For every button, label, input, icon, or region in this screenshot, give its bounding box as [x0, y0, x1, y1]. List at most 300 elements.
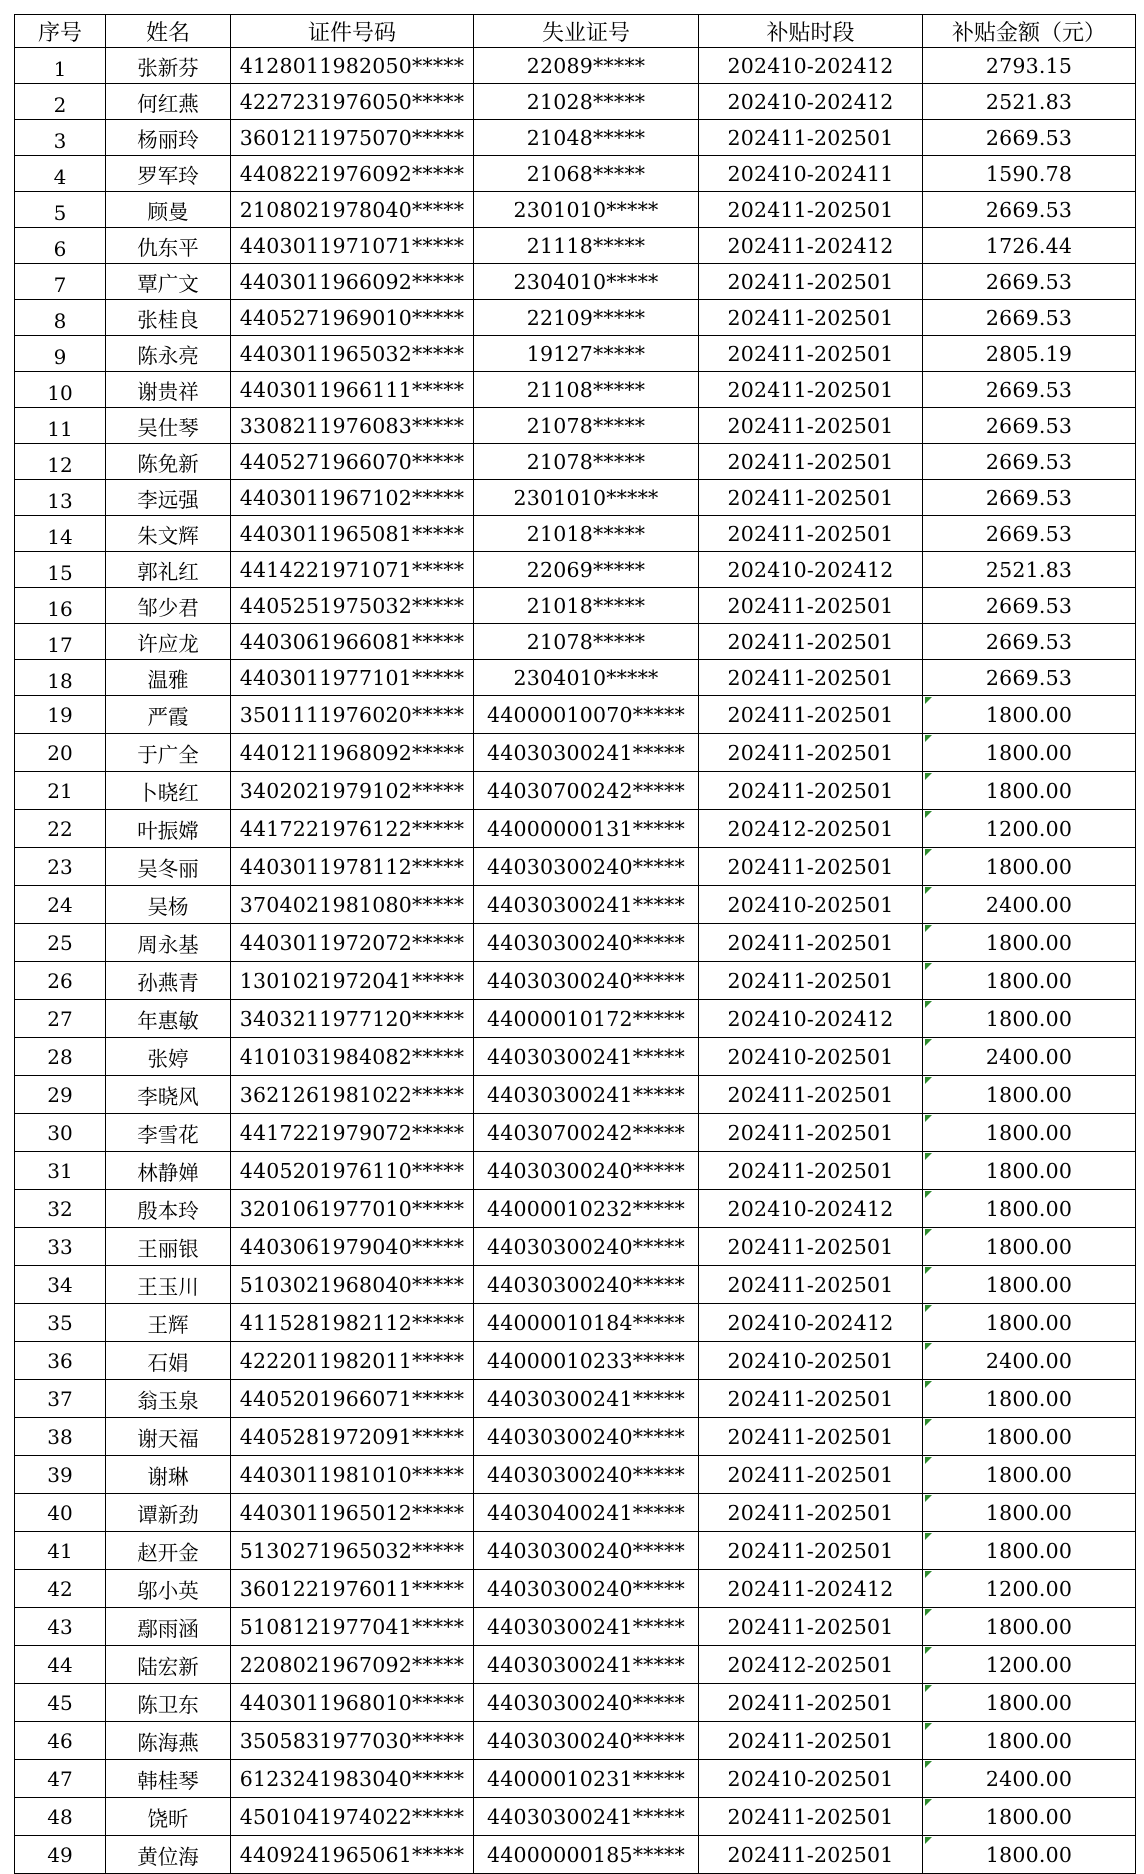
table-body [15, 48, 1136, 1874]
cell-period: 202411-202501 [699, 480, 923, 516]
cell-name: 林静婵 [106, 1152, 231, 1190]
cell-name: 殷本玲 [106, 1190, 231, 1228]
cell-name: 谭新劲 [106, 1494, 231, 1532]
table-row [15, 772, 1136, 810]
cell-amount: 1800.00 [923, 1076, 1136, 1114]
cell-unemployment-cert: 44030300240***** [474, 1418, 699, 1456]
cell-period: 202411-202501 [699, 734, 923, 772]
table-row [15, 1836, 1136, 1874]
cell-period: 202411-202412 [699, 1570, 923, 1608]
cell-unemployment-cert: 44000010184***** [474, 1304, 699, 1342]
cell-id-number: 3403211977120***** [231, 1000, 474, 1038]
cell-unemployment-cert: 44000010232***** [474, 1190, 699, 1228]
cell-unemployment-cert: 44030300241***** [474, 1038, 699, 1076]
cell-seq: 21 [15, 772, 106, 810]
cell-amount: 1800.00 [923, 1000, 1136, 1038]
cell-amount: 1800.00 [923, 1228, 1136, 1266]
cell-unemployment-cert: 21118***** [474, 228, 699, 264]
cell-name: 严霞 [106, 696, 231, 734]
cell-period: 202411-202501 [699, 372, 923, 408]
cell-name: 仇东平 [106, 228, 231, 264]
cell-id-number: 5103021968040***** [231, 1266, 474, 1304]
cell-amount: 2805.19 [923, 336, 1136, 372]
cell-unemployment-cert: 22089***** [474, 48, 699, 84]
table-row [15, 810, 1136, 848]
cell-unemployment-cert: 2304010***** [474, 660, 699, 696]
cell-name: 饶昕 [106, 1798, 231, 1836]
cell-id-number: 4501041974022***** [231, 1798, 474, 1836]
cell-unemployment-cert: 21068***** [474, 156, 699, 192]
cell-seq: 35 [15, 1304, 106, 1342]
cell-amount: 1800.00 [923, 1114, 1136, 1152]
cell-period: 202410-202411 [699, 156, 923, 192]
cell-period: 202410-202501 [699, 1342, 923, 1380]
cell-name: 李远强 [106, 480, 231, 516]
cell-seq: 40 [15, 1494, 106, 1532]
cell-seq: 13 [15, 480, 106, 516]
cell-seq: 1 [15, 48, 106, 84]
table-row [15, 1380, 1136, 1418]
cell-amount: 2669.53 [923, 300, 1136, 336]
cell-period: 202411-202501 [699, 1152, 923, 1190]
header-name: 姓名 [106, 15, 231, 48]
table-row [15, 886, 1136, 924]
cell-name: 谢天福 [106, 1418, 231, 1456]
cell-amount: 1800.00 [923, 1266, 1136, 1304]
cell-seq: 37 [15, 1380, 106, 1418]
table-row [15, 84, 1136, 120]
cell-seq: 30 [15, 1114, 106, 1152]
cell-period: 202411-202501 [699, 1684, 923, 1722]
cell-seq: 2 [15, 84, 106, 120]
cell-id-number: 4403011965012***** [231, 1494, 474, 1532]
cell-name: 邹少君 [106, 588, 231, 624]
cell-period: 202411-202501 [699, 1722, 923, 1760]
cell-unemployment-cert: 44030300240***** [474, 1228, 699, 1266]
table-row [15, 1000, 1136, 1038]
cell-name: 李雪花 [106, 1114, 231, 1152]
cell-period: 202411-202501 [699, 660, 923, 696]
cell-id-number: 4403011972072***** [231, 924, 474, 962]
cell-unemployment-cert: 44030300241***** [474, 1076, 699, 1114]
table-row [15, 552, 1136, 588]
table-row [15, 156, 1136, 192]
header-seq: 序号 [15, 15, 106, 48]
cell-unemployment-cert: 44030700242***** [474, 772, 699, 810]
cell-amount: 1800.00 [923, 924, 1136, 962]
table-row [15, 192, 1136, 228]
cell-period: 202410-202412 [699, 1304, 923, 1342]
cell-unemployment-cert: 21048***** [474, 120, 699, 156]
cell-unemployment-cert: 44030300240***** [474, 1532, 699, 1570]
cell-id-number: 4405251975032***** [231, 588, 474, 624]
header-amount: 补贴金额（元） [923, 15, 1136, 48]
cell-unemployment-cert: 21078***** [474, 624, 699, 660]
table-row [15, 848, 1136, 886]
cell-amount: 2669.53 [923, 192, 1136, 228]
cell-amount: 2521.83 [923, 552, 1136, 588]
cell-seq: 43 [15, 1608, 106, 1646]
table-row [15, 120, 1136, 156]
cell-amount: 1590.78 [923, 156, 1136, 192]
cell-id-number: 4403011967102***** [231, 480, 474, 516]
cell-unemployment-cert: 44030300240***** [474, 1152, 699, 1190]
cell-amount: 2669.53 [923, 588, 1136, 624]
cell-seq: 10 [15, 372, 106, 408]
cell-seq: 28 [15, 1038, 106, 1076]
cell-id-number: 4417221976122***** [231, 810, 474, 848]
cell-amount: 1800.00 [923, 1380, 1136, 1418]
cell-seq: 20 [15, 734, 106, 772]
cell-seq: 14 [15, 516, 106, 552]
table-row [15, 696, 1136, 734]
table-row [15, 264, 1136, 300]
cell-period: 202411-202501 [699, 1418, 923, 1456]
table-row [15, 1570, 1136, 1608]
cell-period: 202411-202501 [699, 1076, 923, 1114]
cell-id-number: 4403061979040***** [231, 1228, 474, 1266]
cell-seq: 19 [15, 696, 106, 734]
header-row [15, 15, 1136, 48]
header-id-number: 证件号码 [231, 15, 474, 48]
cell-name: 于广全 [106, 734, 231, 772]
table-row [15, 336, 1136, 372]
cell-amount: 2400.00 [923, 1038, 1136, 1076]
cell-name: 张桂良 [106, 300, 231, 336]
table-row [15, 924, 1136, 962]
cell-unemployment-cert: 44000010233***** [474, 1342, 699, 1380]
cell-id-number: 6123241983040***** [231, 1760, 474, 1798]
cell-id-number: 4405281972091***** [231, 1418, 474, 1456]
cell-unemployment-cert: 44030300241***** [474, 886, 699, 924]
cell-name: 温雅 [106, 660, 231, 696]
cell-amount: 2669.53 [923, 372, 1136, 408]
cell-period: 202411-202501 [699, 624, 923, 660]
cell-period: 202411-202501 [699, 962, 923, 1000]
cell-name: 郭礼红 [106, 552, 231, 588]
cell-id-number: 5108121977041***** [231, 1608, 474, 1646]
cell-unemployment-cert: 44030300240***** [474, 1722, 699, 1760]
cell-unemployment-cert: 44000010231***** [474, 1760, 699, 1798]
cell-period: 202410-202412 [699, 48, 923, 84]
cell-id-number: 4405271969010***** [231, 300, 474, 336]
cell-seq: 22 [15, 810, 106, 848]
cell-amount: 1800.00 [923, 1798, 1136, 1836]
cell-unemployment-cert: 21018***** [474, 588, 699, 624]
cell-period: 202411-202501 [699, 408, 923, 444]
cell-id-number: 4101031984082***** [231, 1038, 474, 1076]
cell-amount: 2521.83 [923, 84, 1136, 120]
cell-period: 202411-202501 [699, 336, 923, 372]
cell-seq: 31 [15, 1152, 106, 1190]
cell-id-number: 3621261981022***** [231, 1076, 474, 1114]
cell-period: 202412-202501 [699, 1646, 923, 1684]
cell-amount: 1800.00 [923, 848, 1136, 886]
cell-amount: 2669.53 [923, 660, 1136, 696]
cell-id-number: 4409241965061***** [231, 1836, 474, 1874]
cell-unemployment-cert: 2301010***** [474, 192, 699, 228]
cell-unemployment-cert: 44030300240***** [474, 1684, 699, 1722]
cell-unemployment-cert: 44030300240***** [474, 848, 699, 886]
cell-period: 202411-202501 [699, 300, 923, 336]
table-row [15, 660, 1136, 696]
cell-id-number: 3402021979102***** [231, 772, 474, 810]
cell-seq: 18 [15, 660, 106, 696]
cell-amount: 1800.00 [923, 1304, 1136, 1342]
cell-amount: 1800.00 [923, 1532, 1136, 1570]
cell-name: 周永基 [106, 924, 231, 962]
cell-id-number: 4405271966070***** [231, 444, 474, 480]
table-row [15, 1722, 1136, 1760]
table-row [15, 1152, 1136, 1190]
cell-seq: 33 [15, 1228, 106, 1266]
cell-seq: 26 [15, 962, 106, 1000]
cell-seq: 41 [15, 1532, 106, 1570]
cell-name: 吴冬丽 [106, 848, 231, 886]
cell-id-number: 4408221976092***** [231, 156, 474, 192]
cell-period: 202411-202501 [699, 696, 923, 734]
cell-seq: 48 [15, 1798, 106, 1836]
table-row [15, 1646, 1136, 1684]
cell-period: 202411-202501 [699, 924, 923, 962]
cell-id-number: 4403011968010***** [231, 1684, 474, 1722]
table-row [15, 444, 1136, 480]
cell-id-number: 3505831977030***** [231, 1722, 474, 1760]
cell-id-number: 5130271965032***** [231, 1532, 474, 1570]
cell-seq: 29 [15, 1076, 106, 1114]
cell-amount: 2669.53 [923, 120, 1136, 156]
table-row [15, 1798, 1136, 1836]
cell-amount: 1800.00 [923, 1456, 1136, 1494]
cell-unemployment-cert: 44030300241***** [474, 1608, 699, 1646]
cell-period: 202411-202501 [699, 1380, 923, 1418]
cell-id-number: 4403011966111***** [231, 372, 474, 408]
cell-name: 张新芬 [106, 48, 231, 84]
cell-id-number: 1301021972041***** [231, 962, 474, 1000]
cell-id-number: 2108021978040***** [231, 192, 474, 228]
cell-period: 202411-202501 [699, 1532, 923, 1570]
cell-amount: 1200.00 [923, 1570, 1136, 1608]
cell-id-number: 4405201976110***** [231, 1152, 474, 1190]
cell-period: 202410-202501 [699, 1760, 923, 1798]
cell-name: 卜晓红 [106, 772, 231, 810]
cell-unemployment-cert: 19127***** [474, 336, 699, 372]
cell-name: 陈海燕 [106, 1722, 231, 1760]
cell-seq: 16 [15, 588, 106, 624]
cell-amount: 1726.44 [923, 228, 1136, 264]
cell-unemployment-cert: 21078***** [474, 408, 699, 444]
cell-name: 陈卫东 [106, 1684, 231, 1722]
cell-id-number: 3201061977010***** [231, 1190, 474, 1228]
cell-id-number: 4115281982112***** [231, 1304, 474, 1342]
cell-name: 罗军玲 [106, 156, 231, 192]
cell-seq: 3 [15, 120, 106, 156]
cell-name: 吴仕琴 [106, 408, 231, 444]
cell-name: 谢贵祥 [106, 372, 231, 408]
cell-amount: 1200.00 [923, 1646, 1136, 1684]
cell-name: 陆宏新 [106, 1646, 231, 1684]
cell-amount: 2669.53 [923, 480, 1136, 516]
cell-amount: 2400.00 [923, 886, 1136, 924]
table-row [15, 300, 1136, 336]
cell-unemployment-cert: 44000010172***** [474, 1000, 699, 1038]
cell-name: 顾曼 [106, 192, 231, 228]
cell-period: 202411-202501 [699, 772, 923, 810]
cell-seq: 24 [15, 886, 106, 924]
cell-amount: 1800.00 [923, 1418, 1136, 1456]
cell-name: 黄位海 [106, 1836, 231, 1874]
cell-id-number: 4403061966081***** [231, 624, 474, 660]
cell-seq: 39 [15, 1456, 106, 1494]
subsidy-table [14, 14, 1136, 1874]
cell-name: 王丽银 [106, 1228, 231, 1266]
cell-period: 202411-202501 [699, 120, 923, 156]
table-row [15, 1494, 1136, 1532]
cell-name: 赵开金 [106, 1532, 231, 1570]
table-header [15, 15, 1136, 48]
cell-period: 202410-202501 [699, 886, 923, 924]
cell-id-number: 4403011978112***** [231, 848, 474, 886]
cell-amount: 1800.00 [923, 772, 1136, 810]
table-row [15, 1304, 1136, 1342]
cell-name: 吴杨 [106, 886, 231, 924]
table-row [15, 1076, 1136, 1114]
cell-unemployment-cert: 44030300241***** [474, 1380, 699, 1418]
table-row [15, 228, 1136, 264]
cell-period: 202410-202501 [699, 1038, 923, 1076]
cell-seq: 11 [15, 408, 106, 444]
cell-id-number: 3601211975070***** [231, 120, 474, 156]
cell-amount: 1800.00 [923, 1836, 1136, 1874]
cell-seq: 6 [15, 228, 106, 264]
cell-period: 202411-202501 [699, 848, 923, 886]
cell-name: 陈永亮 [106, 336, 231, 372]
table-row [15, 1684, 1136, 1722]
cell-name: 覃广文 [106, 264, 231, 300]
table-row [15, 1228, 1136, 1266]
cell-unemployment-cert: 44000010070***** [474, 696, 699, 734]
cell-seq: 45 [15, 1684, 106, 1722]
cell-period: 202411-202501 [699, 264, 923, 300]
table-row [15, 1456, 1136, 1494]
cell-id-number: 4405201966071***** [231, 1380, 474, 1418]
cell-unemployment-cert: 44030300241***** [474, 1798, 699, 1836]
cell-seq: 34 [15, 1266, 106, 1304]
cell-seq: 44 [15, 1646, 106, 1684]
cell-id-number: 4403011981010***** [231, 1456, 474, 1494]
cell-unemployment-cert: 22069***** [474, 552, 699, 588]
cell-unemployment-cert: 2301010***** [474, 480, 699, 516]
cell-amount: 1800.00 [923, 696, 1136, 734]
cell-amount: 2669.53 [923, 264, 1136, 300]
table-row [15, 408, 1136, 444]
cell-id-number: 3308211976083***** [231, 408, 474, 444]
table-row [15, 516, 1136, 552]
cell-seq: 8 [15, 300, 106, 336]
cell-id-number: 4128011982050***** [231, 48, 474, 84]
cell-seq: 38 [15, 1418, 106, 1456]
cell-period: 202411-202501 [699, 1798, 923, 1836]
cell-amount: 2400.00 [923, 1342, 1136, 1380]
cell-id-number: 4227231976050***** [231, 84, 474, 120]
cell-amount: 1800.00 [923, 1684, 1136, 1722]
cell-amount: 2669.53 [923, 516, 1136, 552]
cell-id-number: 4414221971071***** [231, 552, 474, 588]
cell-amount: 2669.53 [923, 624, 1136, 660]
subsidy-sheet [14, 14, 1136, 1874]
cell-id-number: 4403011965032***** [231, 336, 474, 372]
table-row [15, 1760, 1136, 1798]
table-row [15, 1190, 1136, 1228]
cell-name: 邬小英 [106, 1570, 231, 1608]
table-row [15, 588, 1136, 624]
table-row [15, 1114, 1136, 1152]
cell-period: 202412-202501 [699, 810, 923, 848]
cell-unemployment-cert: 44030400241***** [474, 1494, 699, 1532]
cell-id-number: 4403011977101***** [231, 660, 474, 696]
cell-period: 202410-202412 [699, 552, 923, 588]
cell-period: 202410-202412 [699, 1190, 923, 1228]
cell-name: 何红燕 [106, 84, 231, 120]
cell-unemployment-cert: 44030300240***** [474, 962, 699, 1000]
cell-name: 朱文辉 [106, 516, 231, 552]
cell-unemployment-cert: 44030300240***** [474, 1266, 699, 1304]
cell-period: 202411-202501 [699, 1608, 923, 1646]
cell-name: 年惠敏 [106, 1000, 231, 1038]
cell-amount: 1800.00 [923, 962, 1136, 1000]
cell-seq: 32 [15, 1190, 106, 1228]
cell-name: 鄢雨涵 [106, 1608, 231, 1646]
cell-unemployment-cert: 22109***** [474, 300, 699, 336]
cell-period: 202411-202501 [699, 1456, 923, 1494]
cell-unemployment-cert: 44000000131***** [474, 810, 699, 848]
cell-id-number: 3704021981080***** [231, 886, 474, 924]
header-period: 补贴时段 [699, 15, 923, 48]
table-row [15, 624, 1136, 660]
cell-unemployment-cert: 44000000185***** [474, 1836, 699, 1874]
cell-period: 202411-202501 [699, 192, 923, 228]
cell-amount: 2793.15 [923, 48, 1136, 84]
cell-id-number: 3501111976020***** [231, 696, 474, 734]
cell-period: 202411-202501 [699, 1836, 923, 1874]
cell-seq: 5 [15, 192, 106, 228]
cell-seq: 23 [15, 848, 106, 886]
cell-period: 202410-202412 [699, 84, 923, 120]
cell-id-number: 4222011982011***** [231, 1342, 474, 1380]
cell-seq: 4 [15, 156, 106, 192]
cell-period: 202410-202412 [699, 1000, 923, 1038]
cell-period: 202411-202412 [699, 228, 923, 264]
cell-unemployment-cert: 44030300241***** [474, 1646, 699, 1684]
cell-amount: 2669.53 [923, 408, 1136, 444]
cell-seq: 7 [15, 264, 106, 300]
cell-seq: 42 [15, 1570, 106, 1608]
cell-period: 202411-202501 [699, 1228, 923, 1266]
cell-id-number: 4417221979072***** [231, 1114, 474, 1152]
cell-period: 202411-202501 [699, 1266, 923, 1304]
cell-name: 杨丽玲 [106, 120, 231, 156]
cell-period: 202411-202501 [699, 444, 923, 480]
cell-period: 202411-202501 [699, 588, 923, 624]
cell-unemployment-cert: 44030300240***** [474, 924, 699, 962]
cell-seq: 36 [15, 1342, 106, 1380]
cell-unemployment-cert: 44030300240***** [474, 1570, 699, 1608]
cell-id-number: 4403011971071***** [231, 228, 474, 264]
cell-name: 李晓风 [106, 1076, 231, 1114]
cell-seq: 47 [15, 1760, 106, 1798]
cell-unemployment-cert: 21028***** [474, 84, 699, 120]
cell-name: 许应龙 [106, 624, 231, 660]
